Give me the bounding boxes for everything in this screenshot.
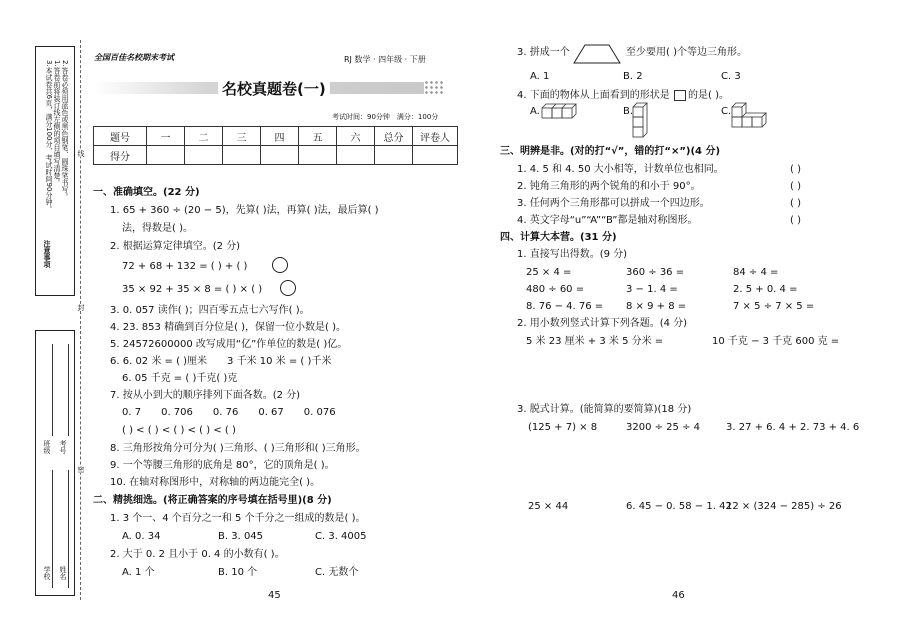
calc-item: 2. 5 + 0. 4 =: [733, 284, 798, 295]
calc-item: 480 ÷ 60 =: [526, 284, 585, 295]
question-2: 2. 根据运算定律填空。(2 分): [110, 241, 241, 252]
calc-3-item: 25 × 44: [528, 501, 569, 512]
answer-circle: [272, 257, 288, 273]
question-3: 3. 0. 057 读作( )；四百零五点七六写作( )。: [110, 305, 310, 316]
name-line: [68, 470, 69, 588]
calc-3-item: 12 × (324 − 285) ÷ 26: [726, 501, 842, 512]
school-label: 学校: [43, 566, 51, 580]
trapezoid-icon: [573, 44, 621, 64]
score-cell: 三: [223, 127, 261, 146]
choice-3-option-b: B. 2: [623, 71, 643, 82]
score-input-cell[interactable]: [223, 146, 261, 165]
choice-2-option-b: B. 10 个: [218, 567, 258, 578]
calc-item: 360 ÷ 36 =: [626, 267, 685, 278]
name-label: 姓名: [59, 566, 67, 580]
exam-no-label: 考号: [59, 440, 67, 454]
class-label: 班级: [43, 440, 51, 454]
choice-3-prefix: 3. 拼成一个: [517, 47, 570, 58]
note-3: 3.本试卷共6页，满分100分，考试时间90分钟。: [45, 60, 53, 213]
school-line: [52, 470, 53, 588]
question-2-a: 72 + 68 + 132 = ( ) + ( ): [122, 261, 248, 272]
true-false-3: 3. 任何两个三角形都可以拼成一个四边形。: [517, 198, 710, 209]
page-title: 名校真题卷(一): [218, 78, 330, 99]
question-10: 10. 在轴对称图形中，对称轴的两边能完全( )。: [110, 477, 321, 488]
section-1-heading: 一、准确填空。(22 分): [93, 187, 200, 198]
score-cell: 总分: [375, 127, 413, 146]
calc-3-item: 3. 27 + 6. 4 + 2. 73 + 4. 6: [726, 422, 860, 433]
choice-4-option-a: A.: [530, 106, 540, 117]
choice-2: 2. 大于 0. 2 且小于 0. 4 的小数有( )。: [110, 549, 285, 560]
calc-2-heading: 2. 用小数列竖式计算下列各题。(4 分): [517, 318, 688, 329]
choice-4-option-c: C.: [721, 106, 732, 117]
seal-mark: 封: [77, 304, 85, 311]
title-dots: [424, 80, 444, 96]
score-table-score-row: [94, 146, 458, 165]
calc-item: 25 × 4 =: [526, 267, 572, 278]
choice-1-option-c: C. 3. 4005: [315, 531, 367, 542]
choice-1-option-a: A. 0. 34: [122, 531, 161, 542]
calc-1-heading: 1. 直接写出得数。(9 分): [517, 249, 628, 260]
cubes-option-a-icon: [541, 103, 581, 119]
section-3-heading: 三、明辨是非。(对的打“√”，错的打“×”)(4 分): [500, 146, 721, 157]
question-7: 7. 按从小到大的顺序排列下面各数。(2 分): [110, 390, 301, 401]
choice-1-option-b: B. 3. 045: [218, 531, 264, 542]
series-name: 全国百佳名校期末考试: [94, 53, 174, 62]
question-8: 8. 三角形按角分可分为( )三角形、( )三角形和( )三角形。: [110, 443, 366, 454]
choice-3-option-a: A. 1: [530, 71, 550, 82]
choice-2-option-a: A. 1 个: [122, 567, 155, 578]
score-input-cell[interactable]: [261, 146, 299, 165]
question-4: 4. 23. 853 精确到百分位是( )，保留一位小数是( )。: [110, 322, 347, 333]
calc-item: 84 ÷ 4 =: [733, 267, 779, 278]
score-input-cell[interactable]: [413, 146, 458, 165]
score-table-header-row: [94, 127, 458, 146]
exam-meta: 考试时间：90分钟 满分：100分: [332, 113, 439, 121]
choice-1: 1. 3 个一、4 个百分之一和 5 个千分之一组成的数是( )。: [110, 513, 366, 524]
score-cell: 评卷人: [413, 127, 458, 146]
calc-item: 7 × 5 ÷ 7 × 5 =: [733, 301, 815, 312]
true-false-1-answer[interactable]: ( ): [790, 164, 801, 175]
class-line: [52, 344, 53, 436]
score-input-cell[interactable]: [147, 146, 185, 165]
student-info-box: [35, 330, 75, 596]
calc-item: 8. 76 − 4. 76 =: [526, 301, 604, 312]
cubes-option-c-icon: [731, 102, 775, 130]
calc-3-heading: 3. 脱式计算。(能简算的要简算)(18 分): [517, 404, 692, 415]
note-1: 1.答卷前将装订线左侧的项目填写清楚。: [53, 60, 61, 186]
question-5: 5. 24572600000 改写成用“亿”作单位的数是( )亿。: [110, 339, 348, 350]
score-cell: 题号: [94, 127, 147, 146]
score-input-cell[interactable]: [375, 146, 413, 165]
binding-dashed-line: [80, 40, 81, 600]
calc-3-item: (125 + 7) × 8: [528, 422, 598, 433]
section-4-heading: 四、计算大本营。(31 分): [500, 232, 617, 243]
calc-3-item: 3200 ÷ 25 ÷ 4: [626, 422, 701, 433]
question-7-order: ( ) < ( ) < ( ) < ( ) < ( ): [122, 425, 236, 436]
exam-no-line: [68, 344, 69, 436]
choice-3-suffix: 至少要用( )个等边三角形。: [626, 47, 747, 58]
score-cell: 四: [261, 127, 299, 146]
left-page-number: 45: [268, 590, 281, 601]
score-table: [93, 126, 458, 165]
secret-mark: 密: [77, 466, 85, 473]
question-1-line-2: 法，得数是( )。: [122, 223, 193, 234]
score-cell: 一: [147, 127, 185, 146]
section-2-heading: 二、精挑细选。(将正确答案的序号填在括号里)(8 分): [93, 495, 332, 506]
score-row-label: 得分: [94, 146, 147, 165]
cubes-option-b-icon: [632, 102, 650, 138]
calc-3-item: 6. 45 − 0. 58 − 1. 42: [626, 501, 732, 512]
question-7-numbers: 0. 7 0. 706 0. 76 0. 67 0. 076: [122, 407, 336, 418]
true-false-2: 2. 钝角三角形的两个锐角的和小于 90°。: [517, 181, 701, 192]
question-9: 9. 一个等腰三角形的底角是 80°，它的顶角是( )。: [110, 460, 335, 471]
choice-3-option-c: C. 3: [721, 71, 741, 82]
square-shape-icon: [674, 90, 686, 101]
choice-4-suffix: 的是( )。: [688, 90, 729, 101]
question-6-a: 6. 6. 02 米 = ( )厘米 3 千米 10 米 = ( )千米: [110, 356, 332, 367]
question-2-b: 35 × 92 + 35 × 8 = ( ) × ( ): [122, 284, 263, 295]
score-input-cell[interactable]: [337, 146, 375, 165]
true-false-4-answer[interactable]: ( ): [790, 215, 801, 226]
answer-circle: [280, 280, 296, 296]
choice-2-option-c: C. 无数个: [315, 567, 359, 578]
true-false-4: 4. 英文字母“u”“A”“B”都是轴对称图形。: [517, 215, 698, 226]
calc-2-item-2: 10 千克 − 3 千克 600 克 =: [712, 336, 840, 347]
notes-title: 注意事项: [43, 240, 51, 268]
true-false-2-answer[interactable]: ( ): [790, 181, 801, 192]
score-cell: 六: [337, 127, 375, 146]
calc-item: 3 − 1. 4 =: [626, 284, 678, 295]
score-cell: 五: [299, 127, 337, 146]
question-6-b: 6. 05 千克 = ( )千克( )克: [122, 373, 238, 384]
score-input-cell[interactable]: [185, 146, 223, 165]
subject-label: RJ 数学 · 四年级 · 下册: [344, 55, 426, 64]
calc-2-item-1: 5 米 23 厘米 + 3 米 5 分米 =: [526, 336, 664, 347]
calc-item: 8 × 9 + 8 =: [626, 301, 687, 312]
score-cell: 二: [185, 127, 223, 146]
right-page-number: 46: [672, 590, 685, 601]
line-mark: 线: [77, 150, 85, 157]
choice-4-option-b: B.: [623, 106, 634, 117]
true-false-1: 1. 4. 5 和 4. 50 大小相等，计数单位也相同。: [517, 164, 724, 175]
question-1-line-1: 1. 65 + 360 ÷ (20 − 5)，先算( )法，再算( )法，最后算( ): [110, 205, 379, 216]
true-false-3-answer[interactable]: ( ): [790, 198, 801, 209]
choice-4-prefix: 4. 下面的物体从上面看到的形状是: [517, 90, 670, 101]
score-input-cell[interactable]: [299, 146, 337, 165]
note-2: 2.答卷必须用蓝色或黑色钢笔、圆珠笔书写。: [61, 60, 69, 200]
